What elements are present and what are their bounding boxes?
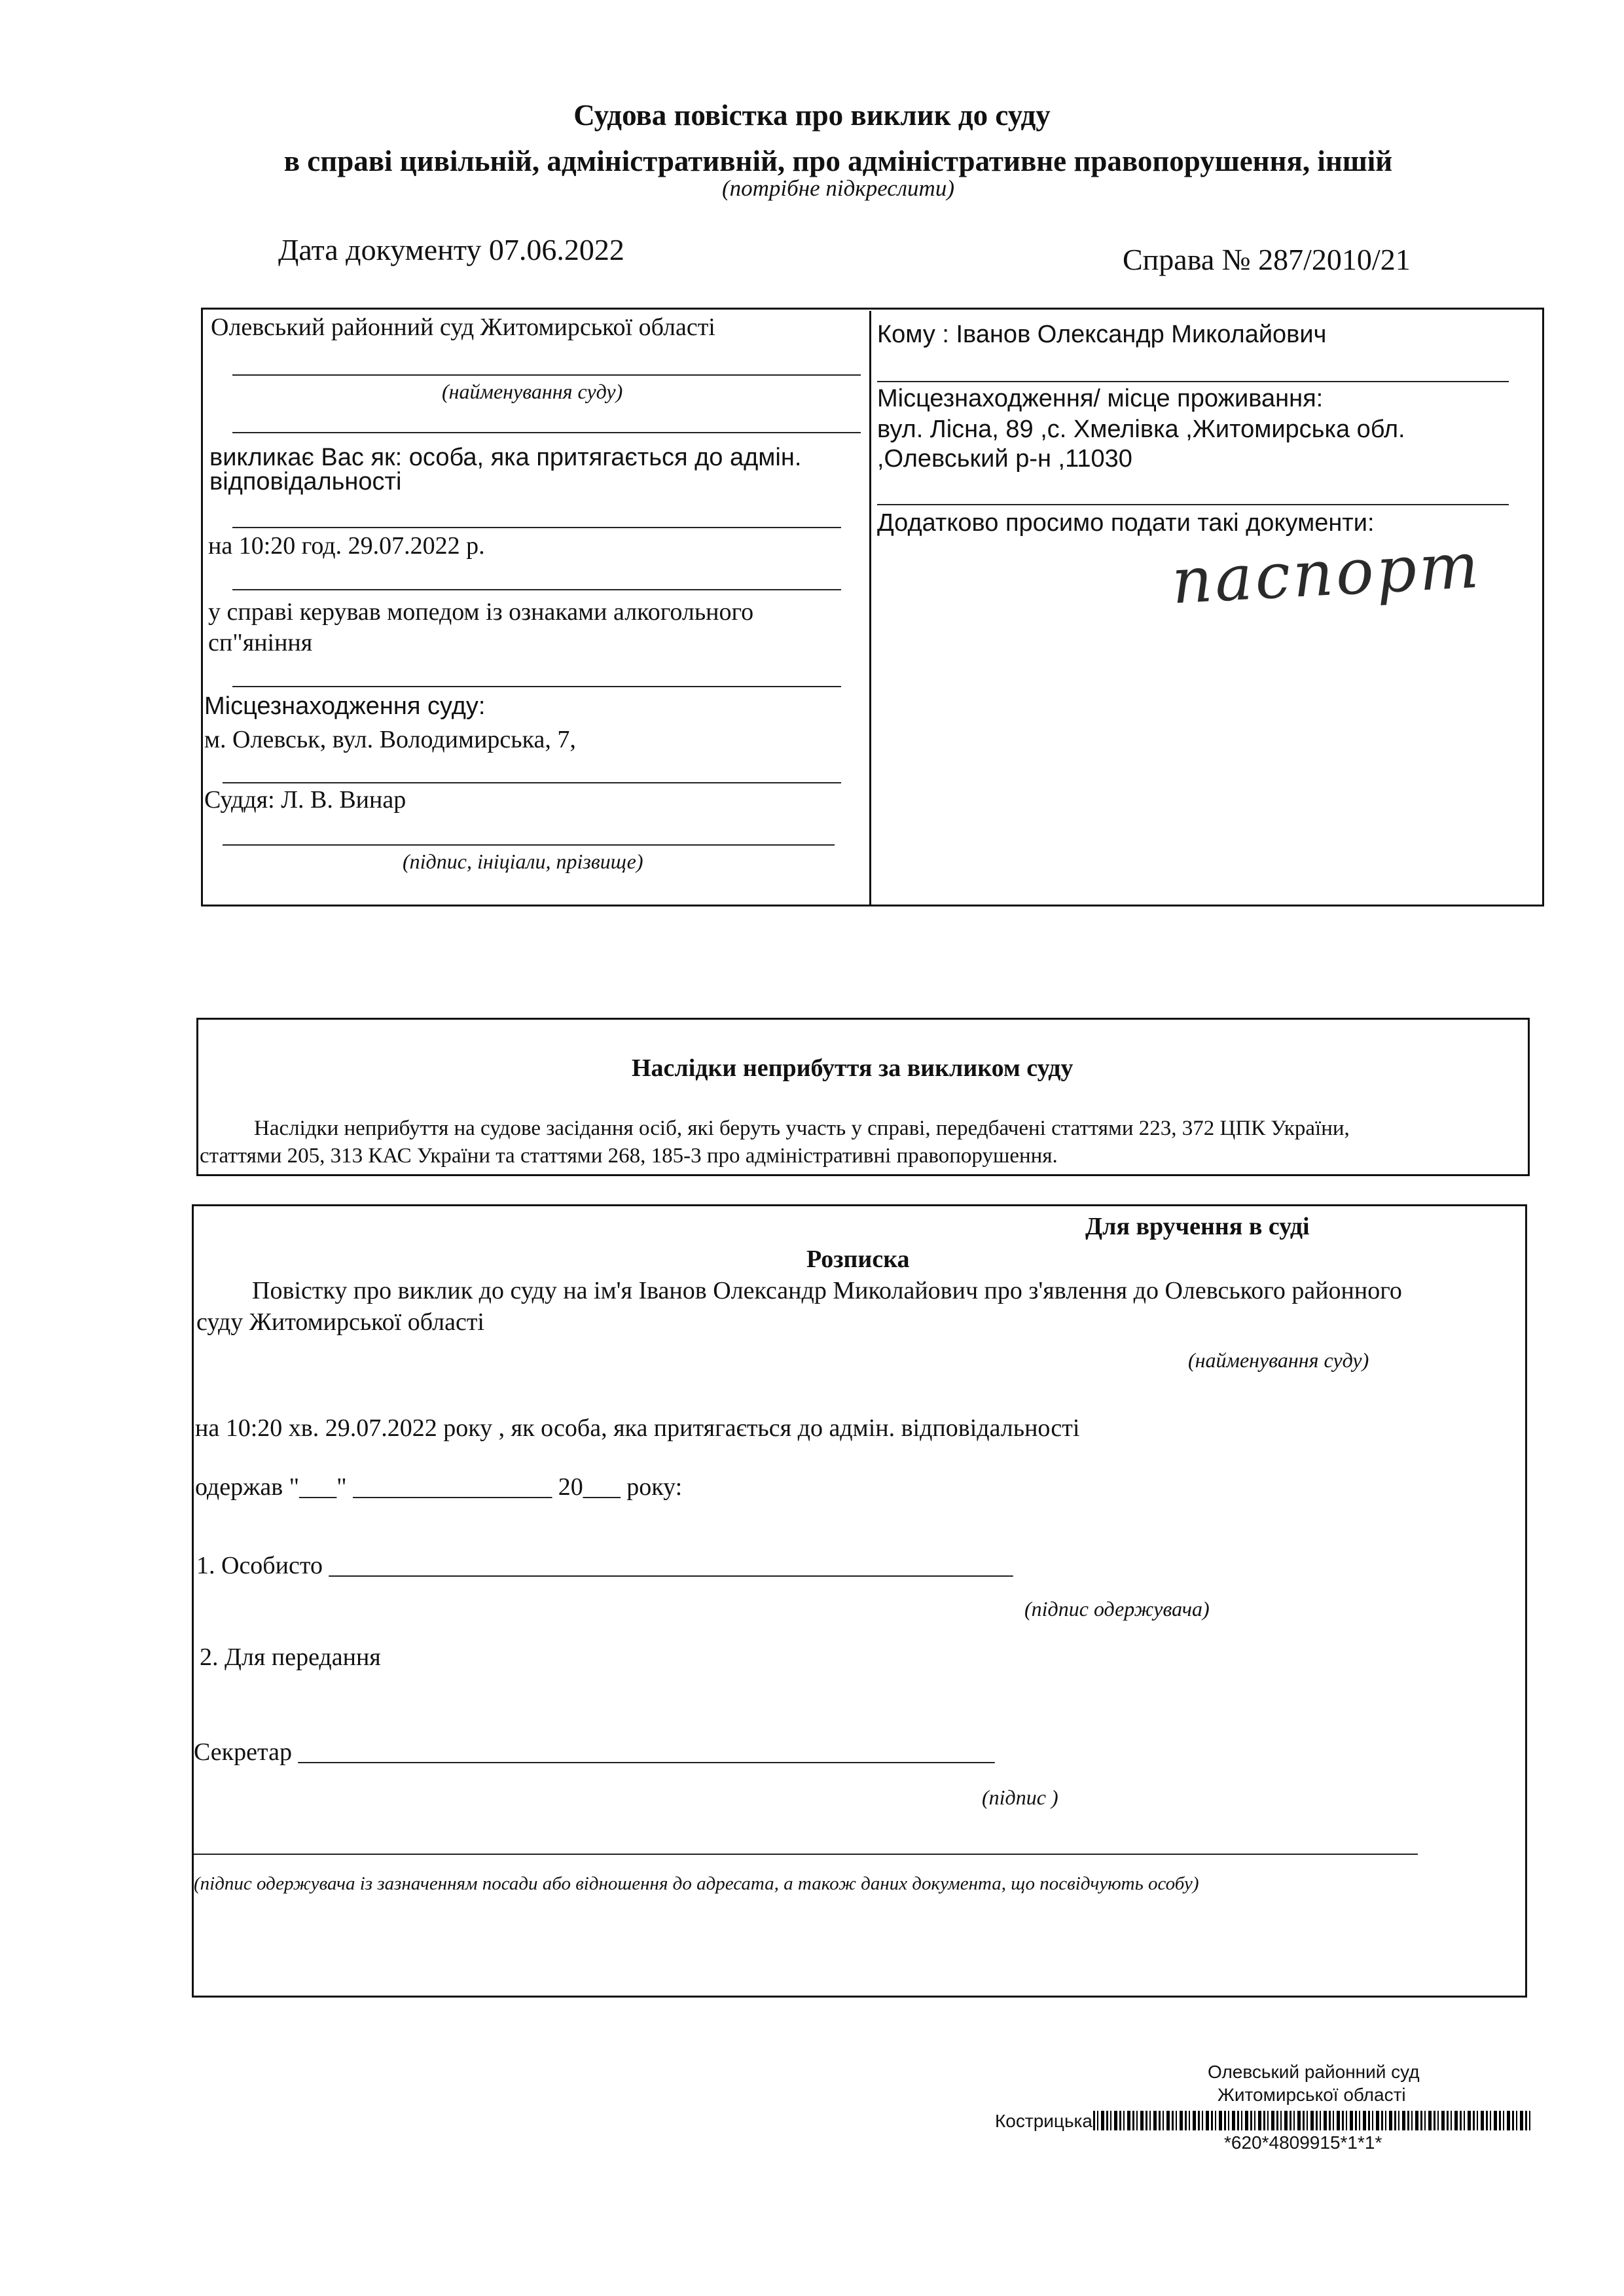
residence-line1: вул. Лісна, 89 ,с. Хмелівка ,Житомирська обл.: [877, 416, 1405, 443]
judge: Суддя: Л. В. Винар: [204, 786, 406, 814]
recipient: Кому : Іванов Олександр Миколайович: [877, 321, 1327, 348]
rule: [232, 374, 861, 376]
rule: [877, 381, 1509, 382]
consequences-title: Наслідки неприбуття за викликом суду: [632, 1054, 1074, 1082]
court-location-label: Місцезнаходження суду:: [204, 692, 486, 720]
document-date: Дата документу 07.06.2022: [278, 233, 624, 266]
documents-label: Додатково просимо подати такі документи:: [877, 509, 1375, 537]
consequences-text-line2: статтями 205, 313 КАС України та статтями 268, 185-3 про адміністративні правопорушення.: [200, 1144, 1058, 1168]
secretary-line: Секретар ________________________________________________________: [194, 1738, 995, 1766]
summons-as-line1: викликає Вас як: особа, яка притягається до адмін.: [209, 444, 802, 471]
residence-label: Місцезнаходження/ місце проживання:: [877, 385, 1324, 412]
case-number: Справа № 287/2010/21: [1123, 243, 1411, 276]
rule: [232, 589, 841, 590]
secretary-caption: (підпис ): [982, 1785, 1058, 1809]
barcode-text: *620*4809915*1*1*: [1224, 2132, 1382, 2153]
document-title: Судова повістка про виклик до суду: [573, 99, 1051, 132]
summons-as-line2: відповідальності: [209, 468, 402, 495]
rule: [194, 1854, 1418, 1855]
received-line: одержав "___" ________________ 20___ року:: [195, 1473, 683, 1501]
case-description-line2: сп"яніння: [208, 629, 313, 656]
receipt-court-caption: (найменування суду): [1188, 1348, 1369, 1372]
residence-line2: ,Олевський р-н ,11030: [877, 445, 1132, 473]
receipt-time-line: на 10:20 хв. 29.07.2022 року , як особа, яка притягається до адмін. відповідальності: [195, 1414, 1080, 1442]
personally-caption: (підпис одержувача): [1024, 1597, 1210, 1621]
receipt-text-line1: Повістку про виклик до суду на ім'я Іванов Олександр Миколайович про з'явлення до Олевського районного: [252, 1277, 1402, 1304]
delivery-label: Для вручення в суді: [1085, 1213, 1310, 1240]
judge-caption: (підпис, ініціали, прізвище): [403, 850, 643, 873]
rule: [232, 686, 841, 687]
handwritten-note: паспорт: [1170, 528, 1483, 619]
rule: [223, 782, 841, 783]
summons-box-divider: [869, 311, 871, 906]
court-location-value: м. Олевськ, вул. Володимирська, 7,: [204, 726, 576, 753]
clerk-name: Кострицька: [995, 2111, 1092, 2131]
title-note: (потрібне підкреслити): [721, 175, 954, 201]
rule: [223, 844, 835, 846]
document-subtitle: в справі цивільній, адміністративній, про адміністративне правопорушення, іншій: [283, 145, 1393, 177]
rule: [232, 527, 841, 528]
receipt-text-line2: суду Житомирської області: [196, 1308, 484, 1336]
rule: [232, 432, 861, 433]
for-transfer: 2. Для передання: [200, 1643, 381, 1671]
hearing-time: на 10:20 год. 29.07.2022 р.: [208, 532, 485, 560]
bottom-caption: (підпис одержувача із зазначенням посади або відношення до адресата, а також даних документа, що посвідчують особу): [194, 1873, 1199, 1894]
rule: [877, 504, 1509, 505]
stamp-court-line1: Олевський районний суд: [1208, 2062, 1420, 2082]
court-name-caption: (найменування суду): [442, 380, 623, 403]
case-description-line1: у справі керував мопедом із ознаками алкогольного: [208, 598, 754, 626]
barcode: [1093, 2111, 1532, 2130]
receipt-title: Розписка: [806, 1246, 910, 1273]
court-name: Олевський районний суд Житомирської області: [211, 314, 715, 341]
stamp-court-line2: Житомирської області: [1218, 2085, 1406, 2105]
personally-line: 1. Особисто _______________________________________________________: [196, 1552, 1013, 1579]
consequences-text-line1: Наслідки неприбуття на судове засідання осіб, які беруть участь у справі, передбачені статтями 223, 372 ЦПК України,: [254, 1117, 1350, 1140]
